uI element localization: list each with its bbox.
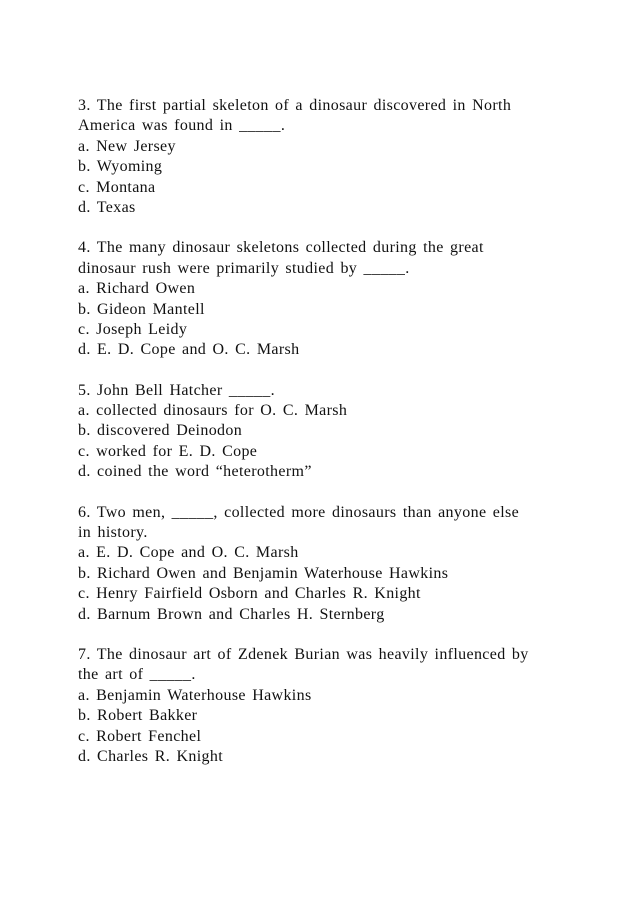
answer-option: c. Joseph Leidy (78, 320, 188, 338)
answer-option: d. Texas (78, 198, 136, 216)
question-7 (78, 645, 578, 767)
answer-option: c. Robert Fenchel (78, 727, 202, 745)
question-6 (78, 503, 578, 625)
answer-option: a. Benjamin Waterhouse Hawkins (78, 686, 312, 704)
question-list (78, 96, 578, 787)
question-4 (78, 238, 578, 360)
question-text-line: 7. The dinosaur art of Zdenek Burian was heavily influenced by (78, 645, 529, 663)
answer-option: c. Montana (78, 178, 156, 196)
answer-option: b. Richard Owen and Benjamin Waterhouse Hawkins (78, 564, 449, 582)
answer-option: d. Charles R. Knight (78, 747, 223, 765)
question-text-line: 6. Two men, _____, collected more dinosaurs than anyone else (78, 503, 520, 521)
answer-option: a. Richard Owen (78, 280, 196, 298)
answer-option: b. Wyoming (78, 158, 163, 176)
answer-option: a. E. D. Cope and O. C. Marsh (78, 544, 299, 562)
answer-option: a. New Jersey (78, 137, 176, 155)
answer-option: d. Barnum Brown and Charles H. Sternberg (78, 605, 385, 623)
question-3 (78, 96, 578, 218)
answer-option: b. discovered Deinodon (78, 422, 243, 440)
question-text-line: America was found in _____. (78, 117, 286, 135)
question-text-line: 4. The many dinosaur skeletons collected during the great (78, 239, 484, 257)
question-text-line: 5. John Bell Hatcher _____. (78, 381, 275, 399)
question-text-line: the art of _____. (78, 666, 196, 684)
question-5 (78, 381, 578, 483)
question-text-line: 3. The first partial skeleton of a dinosaur discovered in North (78, 97, 512, 114)
question-text-line: in history. (78, 524, 148, 542)
answer-option: b. Robert Bakker (78, 707, 198, 725)
answer-option: b. Gideon Mantell (78, 300, 205, 318)
answer-option: a. collected dinosaurs for O. C. Marsh (78, 402, 348, 420)
answer-option: d. coined the word “heterotherm” (78, 463, 312, 481)
answer-option: c. worked for E. D. Cope (78, 442, 258, 460)
answer-option: c. Henry Fairfield Osborn and Charles R. Knight (78, 585, 421, 603)
answer-option: d. E. D. Cope and O. C. Marsh (78, 341, 300, 359)
question-text-line: dinosaur rush were primarily studied by _____. (78, 259, 410, 277)
